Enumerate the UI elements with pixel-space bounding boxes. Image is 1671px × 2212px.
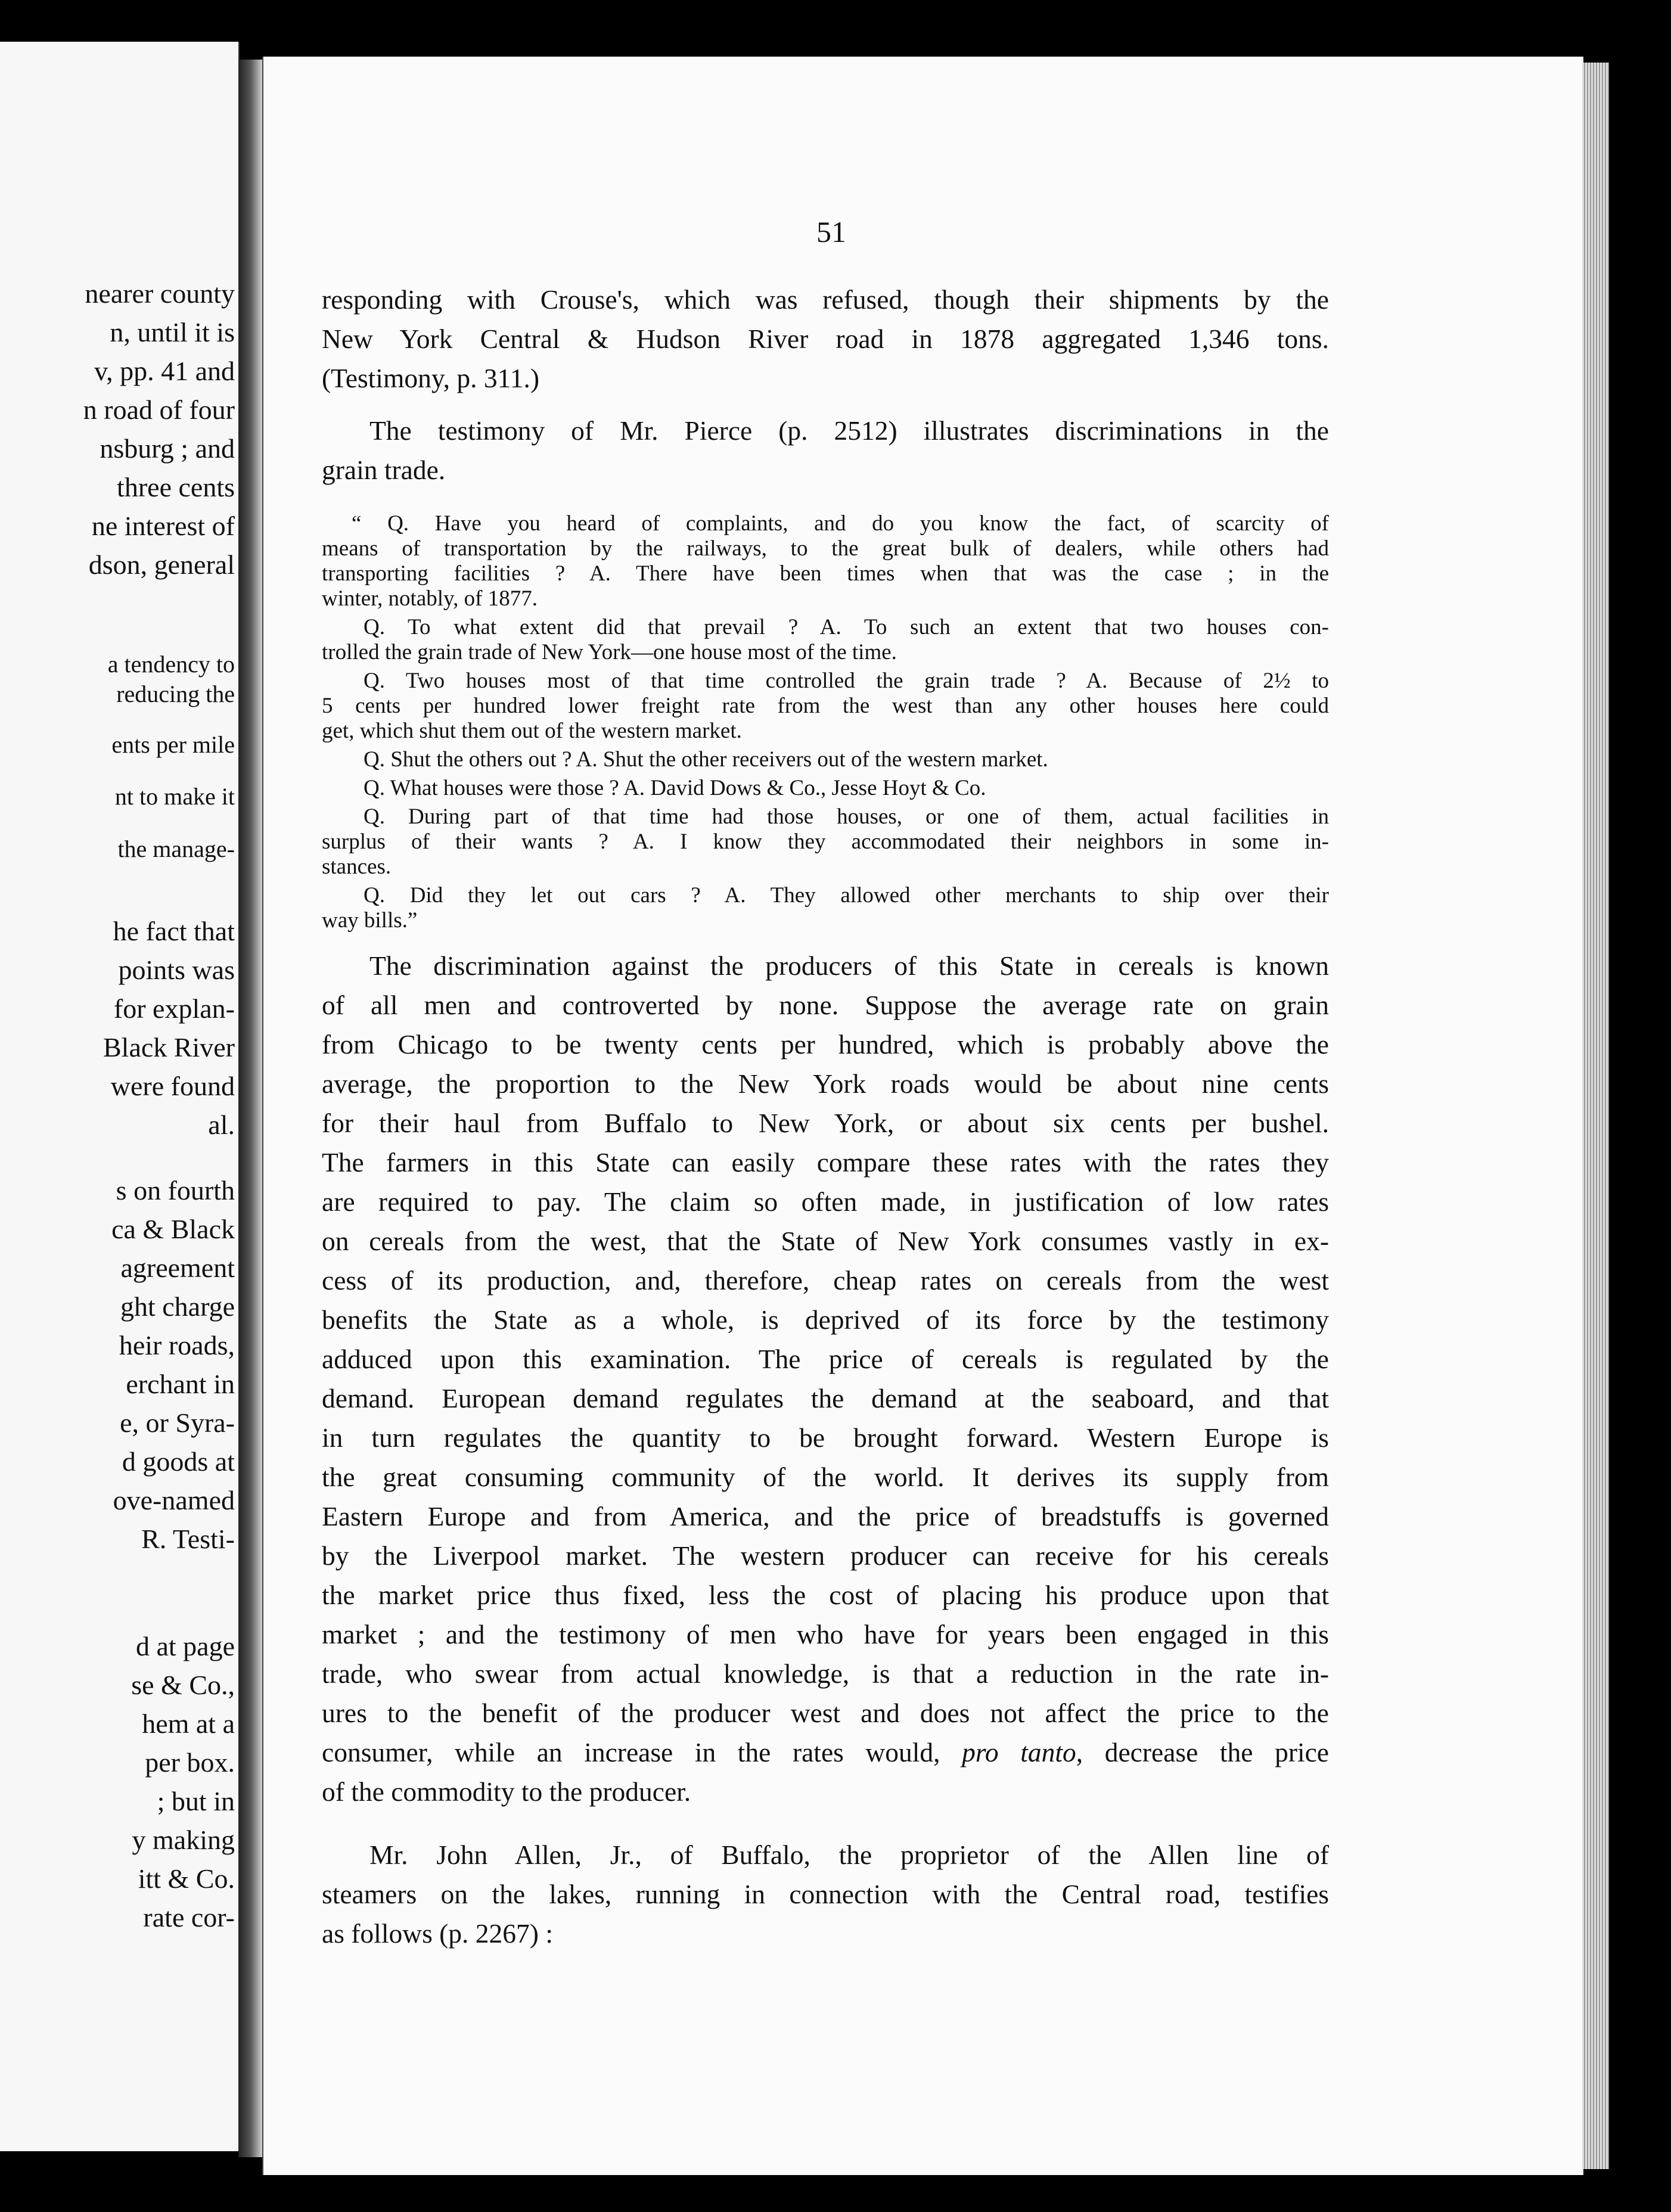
text-segment: consumer, while an increase in the rates would, [322,1737,962,1767]
text-line: of all men and controverted by none. Suppose the average rate on grain [322,990,1329,1020]
left-page-line: d goods at [122,1446,235,1477]
left-page-line: al. [208,1110,235,1140]
page-edges [1582,63,1609,2169]
left-page-line: for explan- [113,993,235,1024]
left-page-line: he fact that [113,916,235,946]
left-page-line: ca & Black [111,1214,235,1244]
text-line: The farmers in this State can easily compare these rates with the rates they [322,1147,1329,1178]
left-page-line: n road of four [83,394,235,425]
left-page-line: hem at a [142,1708,235,1739]
text-line: demand. European demand regulates the demand at the seaboard, and that [322,1383,1329,1413]
quote-line: get, which shut them out of the western market. [322,719,742,743]
left-page-line: agreement [120,1253,235,1283]
text-line: steamers on the lakes, running in connection with the Central road, testifies [322,1879,1329,1909]
text-line: ures to the benefit of the producer west and does not affect the price to the [322,1698,1329,1728]
quote-paragraph [322,669,1329,744]
left-page-line: Black River [103,1032,235,1062]
text-line: benefits the State as a whole, is deprived of its force by the testimony [322,1304,1329,1335]
left-page-line: n, until it is [110,317,235,347]
text-line: for their haul from Buffalo to New York, or about six cents per bushel. [322,1108,1329,1138]
text-line: Mr. John Allen, Jr., of Buffalo, the proprietor of the Allen line of [369,1840,1329,1870]
text-line: (Testimony, p. 311.) [322,363,539,393]
quote-line: way bills.” [322,908,418,933]
text-line: New York Central & Hudson River road in 1878 aggregated 1,346 tons. [322,324,1329,354]
left-page-line: y making [132,1825,235,1855]
quote-line: “ Q. Have you heard of complaints, and do you know the fact, of scarcity of [352,511,1329,536]
left-page-line: a tendency to [107,651,235,678]
left-page-line: nsburg ; and [100,433,235,464]
text-line: by the Liverpool market. The western producer can receive for his cereals [322,1540,1329,1571]
left-page-line: ; but in [157,1786,235,1816]
quote-line: Q. During part of that time had those houses, or one of them, actual facilities in [364,804,1329,829]
left-page-line: se & Co., [131,1670,235,1700]
text-line: from Chicago to be twenty cents per hundred, which is probably above the [322,1029,1329,1060]
text-segment: , decrease the price [1076,1737,1329,1767]
left-page-line: ents per mile [111,731,235,758]
left-page-line: ne interest of [91,511,235,541]
paragraph-pierce-intro [322,411,1329,490]
left-page-line: per box. [145,1747,235,1778]
text-line: responding with Crouse's, which was refused, though their shipments by the [322,284,1329,315]
left-page-line: reducing the [116,681,235,707]
text-line: of the commodity to the producer. [322,1776,691,1807]
quote-line: trolled the grain trade of New York—one house most of the time. [322,640,897,664]
book-gutter [238,60,262,2157]
quote-paragraph [322,804,1329,880]
left-page-line: nt to make it [114,783,235,810]
left-page-line: the manage- [117,835,235,862]
left-page-line: nearer county [85,278,235,309]
text-line: The testimony of Mr. Pierce (p. 2512) illustrates discriminations in the [369,415,1329,446]
text-line: trade, who swear from actual knowledge, is that a reduction in the rate in- [322,1658,1329,1689]
text-line: grain trade. [322,455,446,485]
quote-paragraph [322,615,1329,665]
left-page-line: points was [118,955,235,985]
text-line: are required to pay. The claim so often made, in justification of low rates [322,1186,1329,1217]
left-page-line: erchant in [126,1369,235,1399]
left-page-line: ght charge [120,1291,235,1322]
quote-line: Q. To what extent did that prevail ? A. To such an extent that two houses con- [364,615,1329,639]
italic-phrase: pro tanto [962,1737,1076,1767]
quote-line: transporting facilities ? A. There have been times when that was the case ; in the [322,561,1329,586]
left-page-line: were found [110,1071,235,1101]
left-page-line: rate cor- [143,1902,235,1933]
paragraph-john-allen [322,1835,1329,1953]
text-line: as follows (p. 2267) : [322,1918,553,1949]
text-line: on cereals from the west, that the State of New York consumes vastly in ex- [322,1226,1329,1256]
left-page-line: itt & Co. [138,1863,235,1894]
quote-paragraph [322,883,1329,933]
text-line: in turn regulates the quantity to be brought forward. Western Europe is [322,1422,1329,1453]
quote-line: surplus of their wants ? A. I know they accommodated their neighbors in some in- [322,830,1329,854]
quote-line: Q. Shut the others out ? A. Shut the other receivers out of the western market. [364,747,1048,772]
quote-line: winter, notably, of 1877. [322,586,538,611]
testimony-quote [322,511,1329,937]
left-page-line: ove-named [113,1485,235,1515]
text-line: the great consuming community of the world. It derives its supply from [322,1462,1329,1492]
quote-line: 5 cents per hundred lower freight rate from the west than any other houses here could [322,694,1329,718]
quote-line: Q. Two houses most of that time controlled the grain trade ? A. Because of 2½ to [364,669,1329,693]
text-line: Eastern Europe and from America, and the price of breadstuffs is governed [322,1501,1329,1531]
quote-paragraph [322,511,1329,611]
left-page [0,42,240,2151]
left-page-line: heir roads, [119,1330,235,1360]
quote-paragraph [322,776,1329,801]
quote-line: Q. Did they let out cars ? A. They allowed other merchants to ship over their [364,883,1329,908]
left-page-line: dson, general [88,549,235,580]
quote-line: Q. What houses were those ? A. David Dows & Co., Jesse Hoyt & Co. [364,776,986,800]
quote-line: stances. [322,855,392,879]
left-page-line: v, pp. 41 and [94,356,235,386]
quote-line: means of transportation by the railways, to the great bulk of dealers, while others had [322,536,1329,561]
text-line: cess of its production, and, therefore, cheap rates on cereals from the west [322,1265,1329,1295]
quote-paragraph [322,747,1329,772]
paragraph-continuation [322,280,1329,398]
left-page-line: three cents [117,472,235,502]
text-line: The discrimination against the producers of this State in cereals is known [369,950,1329,981]
paragraph-discrimination [322,946,1329,1812]
left-page-line: d at page [135,1631,235,1661]
text-line [322,1733,1329,1772]
page-number: 51 [816,215,846,248]
left-page-line: R. Testi- [141,1524,235,1554]
text-line: market ; and the testimony of men who have for years been engaged in this [322,1619,1329,1649]
text-line: average, the proportion to the New York roads would be about nine cents [322,1068,1329,1099]
left-page-line: e, or Syra- [120,1408,235,1438]
text-line: adduced upon this examination. The price of cereals is regulated by the [322,1344,1329,1374]
left-page-line: s on fourth [116,1175,235,1206]
text-line: the market price thus fixed, less the cost of placing his produce upon that [322,1580,1329,1610]
